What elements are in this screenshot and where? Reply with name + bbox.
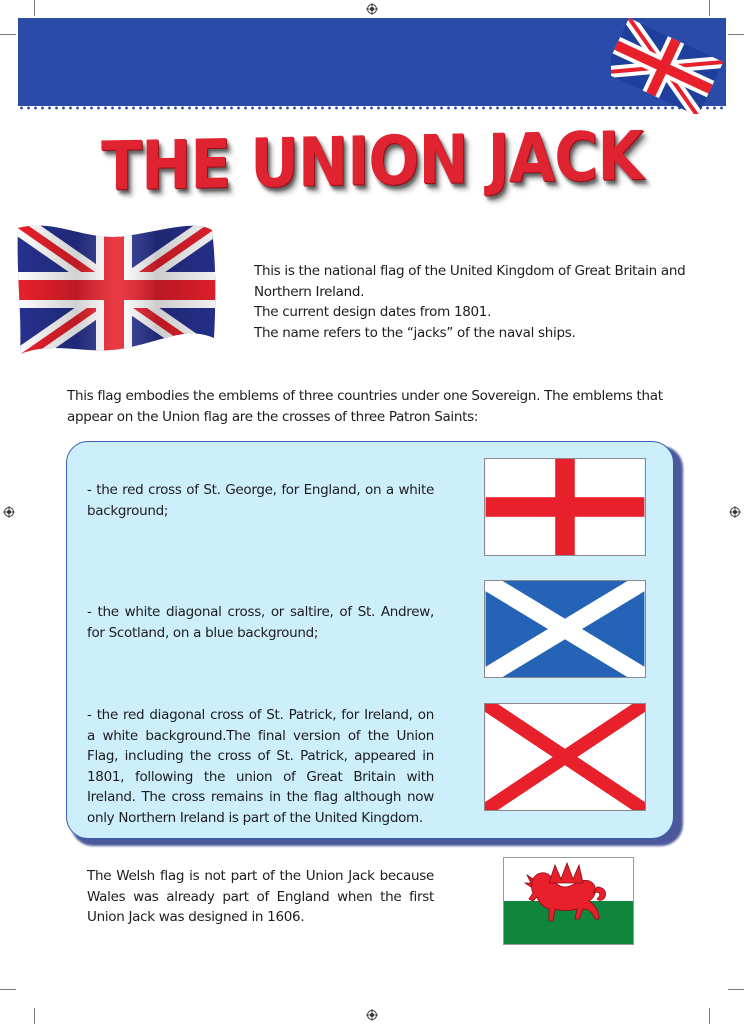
crop-mark <box>34 1008 35 1024</box>
intro-line: The name refers to the “jacks” of the naval ships. <box>254 324 576 341</box>
saint-description: - the red diagonal cross of St. Patrick, for Ireland, on a white background.The final version of the Union Flag, including the cross of St. Patrick, appeared in 1801, following the union of Great Britain with Ireland. The cross remains in the flag although now only Northern Ireland is part of the United Kingdom. <box>87 707 434 826</box>
st-george-cross-flag-icon <box>484 458 646 556</box>
welsh-dragon-flag-icon <box>503 857 634 945</box>
crop-mark <box>0 989 16 990</box>
crop-mark <box>709 1008 710 1024</box>
welsh-paragraph: The Welsh flag is not part of the Union Jack because Wales was already part of England when the first Union Jack was designed in 1606. <box>87 868 434 925</box>
registration-mark-icon <box>3 506 15 518</box>
crop-mark <box>34 0 35 16</box>
crop-mark <box>0 34 16 35</box>
saint-description: - the white diagonal cross, or saltire, of St. Andrew, for Scotland, on a blue background; <box>87 604 434 641</box>
st-patrick-saltire-flag-icon <box>484 703 646 811</box>
crop-mark <box>728 989 744 990</box>
registration-mark-icon <box>729 506 741 518</box>
union-jack-waving-flag-icon <box>16 222 218 362</box>
st-andrew-saltire-flag-icon <box>484 580 646 678</box>
intro-text <box>254 261 694 343</box>
intro-line: This is the national flag of the United Kingdom of Great Britain and Northern Ireland. <box>254 263 686 300</box>
lead-paragraph: This flag embodies the emblems of three countries under one Sovereign. The emblems that appear on the Union flag are the crosses of three Patron Saints: <box>67 388 663 425</box>
registration-mark-icon <box>366 3 378 15</box>
crop-mark <box>728 34 744 35</box>
saint-description: - the red cross of St. George, for England, on a white background; <box>87 482 434 519</box>
intro-line: The current design dates from 1801. <box>254 304 492 320</box>
registration-mark-icon <box>366 1009 378 1021</box>
union-jack-flag-icon <box>611 14 729 114</box>
page-title: THE UNION JACK <box>101 117 643 207</box>
